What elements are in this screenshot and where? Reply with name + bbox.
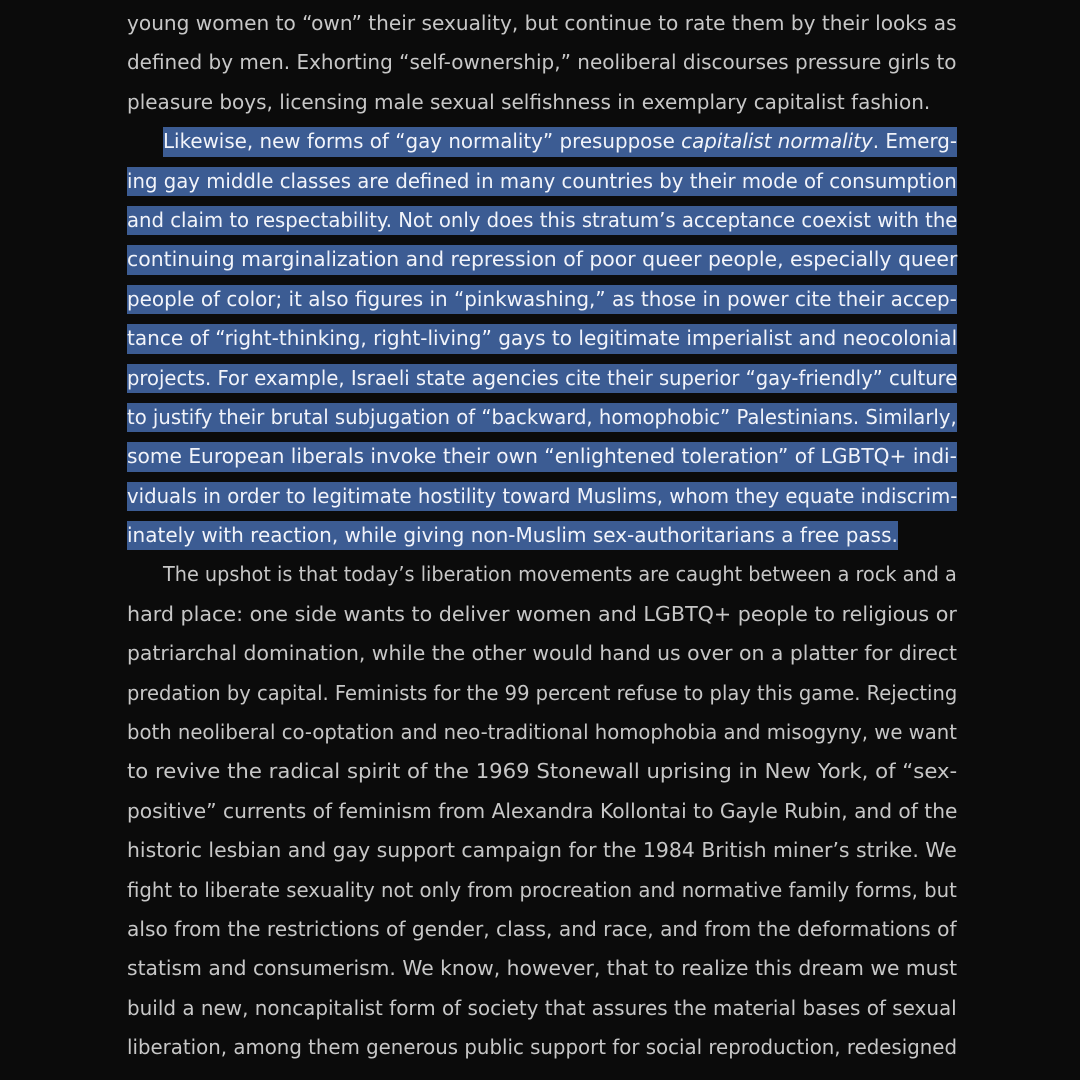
paragraph-1 bbox=[127, 4, 957, 122]
text-line: statism and consumerism. We know, however, that to realize this dream we must bbox=[127, 956, 958, 981]
text-line-highlighted[interactable]: tance of “right-thinking, right-living” gays to legitimate imperialist and neocolonial bbox=[127, 319, 957, 358]
text-line: build a new, noncapitalist form of society that assures the material bases of sexual bbox=[127, 995, 957, 1020]
text-line: positive” currents of feminism from Alexandra Kollontai to Gayle Rubin, and of the bbox=[127, 798, 958, 823]
paragraph-3 bbox=[127, 555, 957, 1067]
text-line: both neoliberal co-optation and neo-traditional homophobia and misogyny, we want bbox=[127, 720, 957, 745]
text-line-highlighted[interactable]: and claim to respectability. Not only does this stratum’s acceptance coexist with the bbox=[127, 201, 957, 240]
text-line: hard place: one side wants to deliver women and LGBTQ+ people to religious or bbox=[127, 601, 957, 626]
text-line-highlighted[interactable]: ing gay middle classes are defined in many countries by their mode of consumption bbox=[127, 162, 957, 201]
text-line: also from the restrictions of gender, class, and race, and from the deformations of bbox=[127, 916, 957, 941]
text-line-highlighted[interactable]: continuing marginalization and repression of poor queer people, especially queer bbox=[127, 240, 957, 279]
text-line-highlighted[interactable]: inately with reaction, while giving non-Muslim sex-authoritarians a free pass. bbox=[127, 516, 957, 555]
text-line: predation by capital. Feminists for the 99 percent refuse to play this game. Rejecting bbox=[127, 680, 958, 705]
text-line: pleasure boys, licensing male sexual selfishness in exemplary capitalist fashion. bbox=[127, 89, 931, 114]
text-line-highlighted[interactable]: viduals in order to legitimate hostility toward Muslims, whom they equate indiscrim- bbox=[127, 477, 957, 516]
book-page bbox=[127, 4, 957, 1068]
text-line: The upshot is that today’s liberation movements are caught between a rock and a bbox=[163, 562, 957, 587]
italic-phrase: capitalist normality bbox=[681, 129, 873, 154]
text-line-highlighted[interactable]: some European liberals invoke their own “enlightened toleration” of LGBTQ+ indi- bbox=[127, 437, 957, 476]
text-line: historic lesbian and gay support campaign for the 1984 British miner’s strike. We bbox=[127, 838, 957, 863]
text-line: fight to liberate sexuality not only from procreation and normative family forms, but bbox=[127, 877, 957, 902]
text-line: to revive the radical spirit of the 1969 Stonewall uprising in New York, of “sex- bbox=[127, 759, 958, 784]
text-line: defined by men. Exhorting “self-ownership,” neoliberal discourses pressure girls to bbox=[127, 50, 957, 75]
highlighted-paragraph[interactable] bbox=[127, 122, 957, 555]
text-line-highlighted[interactable]: people of color; it also figures in “pinkwashing,” as those in power cite their accep- bbox=[127, 280, 957, 319]
text-line: liberation, among them generous public support for social reproduction, redesigned bbox=[127, 1035, 957, 1060]
text-line: young women to “own” their sexuality, but continue to rate them by their looks as bbox=[127, 11, 957, 35]
text-line-highlighted[interactable]: to justify their brutal subjugation of “backward, homophobic” Palestinians. Similarly, bbox=[127, 398, 957, 437]
text-line-highlighted[interactable]: Likewise, new forms of “gay normality” presuppose capitalist normality. Emerg- bbox=[127, 122, 957, 161]
text-line: patriarchal domination, while the other would hand us over on a platter for direct bbox=[127, 641, 957, 666]
text-line-highlighted[interactable]: projects. For example, Israeli state agencies cite their superior “gay-friendly” culture bbox=[127, 359, 957, 398]
